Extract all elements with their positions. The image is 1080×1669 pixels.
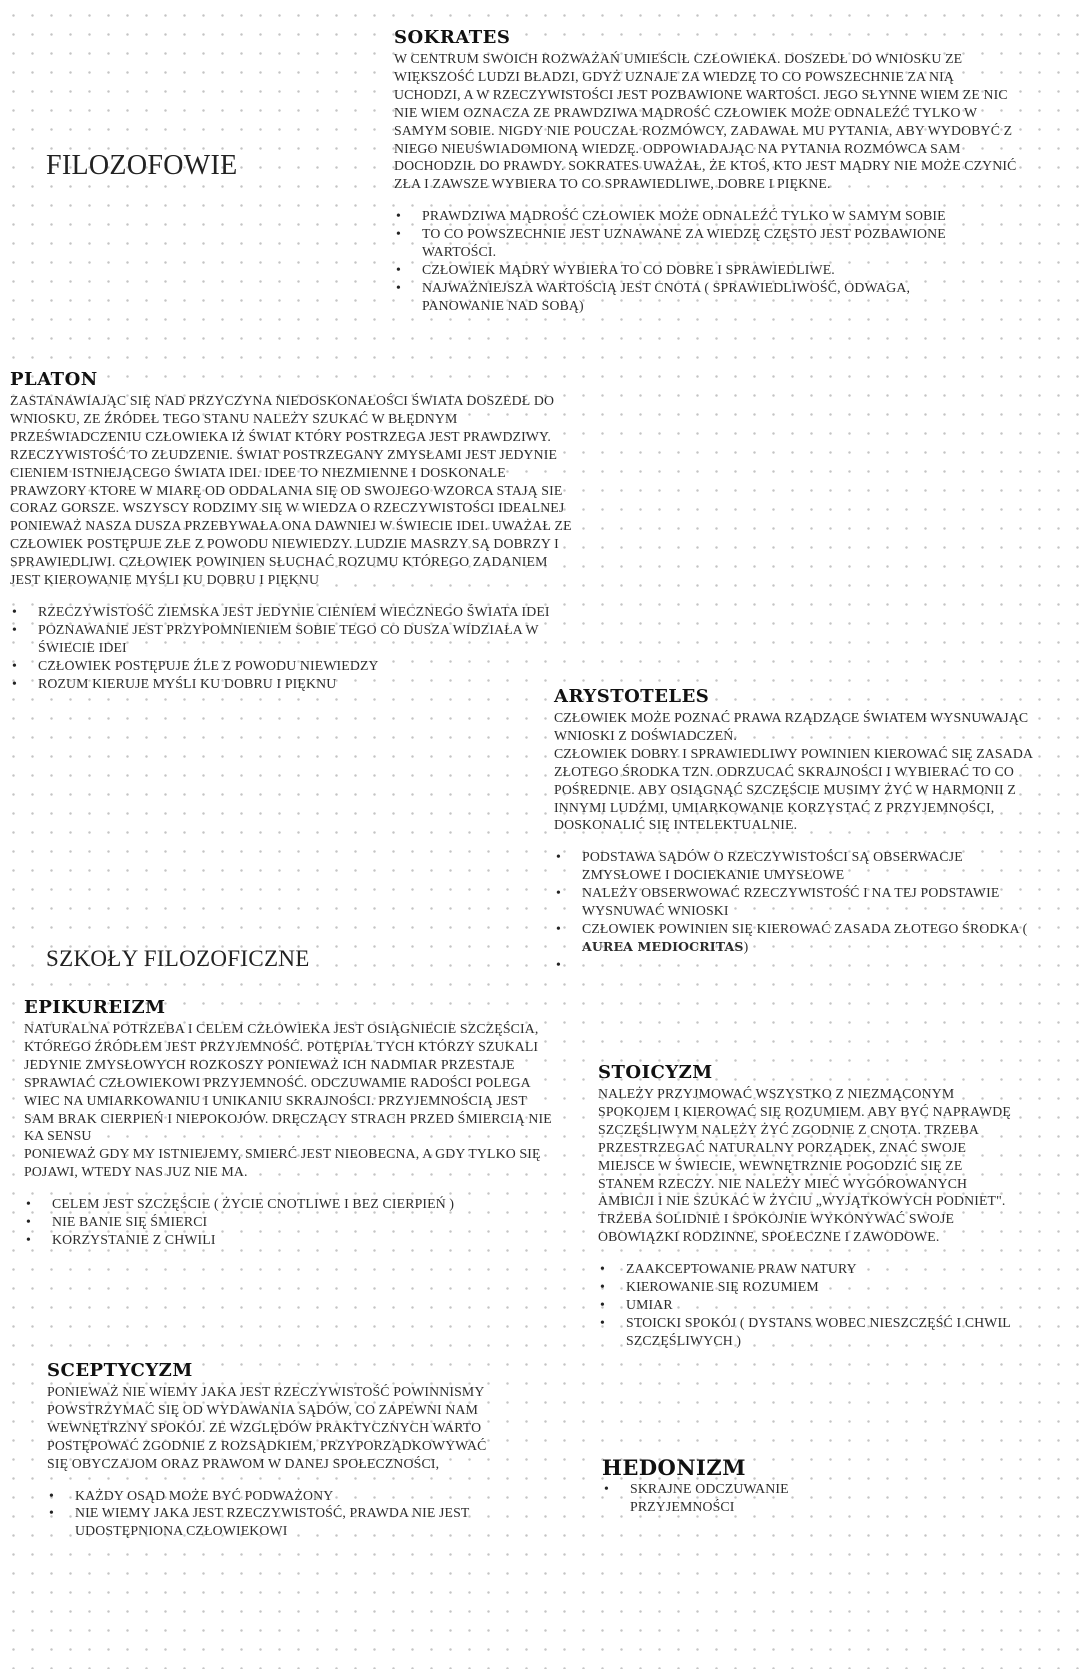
bullet-list-arystoteles: [554, 848, 1044, 973]
section-platon: [10, 369, 578, 693]
paragraph-sceptycyzm: PONIEWAŻ NIE WIEMY JAKA JEST RZECZYWISTOŚĆ POWINNISMY POWSTRZYMAĆ SIĘ OD WYDAWANIA SĄDÓW, CO ZAPEWNI NAM WEWNĘTRZNY SPOKÓJ. ZE WZGLĘDÓW PRAKTYCZNYCH WARTO POSTĘPOWAĆ ZGODNIE Z ROZSĄDKIEM, PRZYPORZĄDKOWYWAĆ SIĘ OBYCZAJOM ORAZ PRAWOM W DANEJ SPOŁECZNOŚCI,: [47, 1384, 487, 1471]
heading-hedonizm: HEDONIZM: [602, 1455, 746, 1480]
list-item: • NIE WIEMY JAKA JEST RZECZYWISTOŚĆ, PRAWDA NIE JEST UDOSTĘPNIONA CZŁOWIEKOWI: [75, 1504, 487, 1540]
section-sceptycyzm: [47, 1360, 487, 1540]
section-arystoteles: [554, 686, 1044, 974]
list-item: • TO CO POWSZECHNIE JEST UZNAWANE ZA WIEDZĘ CZĘSTO JEST POZBAWIONE WARTOŚCI.: [422, 225, 974, 261]
list-item: • CELEM JEST SZCZĘŚCIE ( ŻYCIE CNOTLIWE I BEZ CIERPIEŃ ): [52, 1195, 554, 1213]
list-item: [582, 920, 1044, 956]
list-item: • RZECZYWISTOŚĆ ZIEMSKA JEST JEDYNIE CIENIEM WIECZNEGO ŚWIATA IDEI: [38, 603, 578, 621]
paragraph-arystoteles-1: CZŁOWIEK MOŻE POZNAĆ PRAWA RZĄDZĄCE ŚWIATEM WYSNUWAJĄC WNIOSKI Z DOŚWIADCZEŃ.: [554, 710, 1029, 743]
list-item: • CZŁOWIEK POSTĘPUJE ŹLE Z POWODU NIEWIEDZY: [38, 657, 578, 675]
title-szkoly-filozoficzne: SZKOŁY FILOZOFICZNE: [46, 946, 310, 971]
list-item: • POZNAWANIE JEST PRZYPOMNIENIEM SOBIE TEGO CO DUSZA WIDZIAŁA W ŚWIECIE IDEI: [38, 621, 578, 657]
list-item: • STOICKI SPOKÓJ ( DYSTANS WOBEC NIESZCZĘŚĆ I CHWIL SZCZĘŚLIWYCH ): [626, 1314, 1018, 1350]
list-item: • ROZUM KIERUJE MYŚLI KU DOBRU I PIĘKNU: [38, 675, 578, 693]
section-epikureizm: [24, 997, 554, 1249]
title-filozofowie: FILOZOFOWIE: [46, 150, 238, 181]
list-item: • ZAAKCEPTOWANIE PRAW NATURY: [626, 1260, 1018, 1278]
section-stoicyzm: [598, 1062, 1018, 1350]
bullet-list-hedonizm: [602, 1480, 872, 1516]
heading-sokrates: SOKRATES: [394, 27, 511, 48]
list-item: • SKRAJNE ODCZUWANIE PRZYJEMNOŚCI: [630, 1480, 872, 1516]
bullet-list-stoicyzm: [598, 1260, 1018, 1350]
heading-platon: PLATON: [10, 369, 98, 390]
heading-epikureizm: EPIKUREIZM: [24, 997, 166, 1018]
list-item-text: CZŁOWIEK POWINIEN SIĘ KIEROWAĆ ZASADA ZŁOTEGO ŚRODKA (: [582, 920, 1028, 936]
list-item-empty: [582, 956, 1044, 974]
bullet-list-sokrates: [394, 207, 1024, 314]
section-hedonizm: [602, 1457, 872, 1516]
list-item: • CZŁOWIEK MĄDRY WYBIERA TO CO DOBRE I SPRAWIEDLIWE.: [422, 261, 974, 279]
heading-stoicyzm: STOICYZM: [598, 1062, 713, 1083]
aurea-mediocritas-term: AUREA MEDIOCRITAS: [582, 938, 744, 954]
heading-sceptycyzm: SCEPTYCYZM: [47, 1360, 193, 1381]
list-item: • UMIAR: [626, 1296, 1018, 1314]
paragraph-epikureizm-2: PONIEWAŻ GDY MY ISTNIEJEMY, SMIERĆ JEST NIEOBECNA, A GDY TYLKO SIĘ POJAWI, WTEDY NAS JUZ NIE MA.: [24, 1146, 541, 1180]
paragraph-arystoteles-2: CZŁOWIEK DOBRY I SPRAWIEDLIWY POWINIEN KIEROWAĆ SIĘ ZASADA ZŁOTEGO ŚRODKA TZN. ODRZUCAĆ SKRAJNOŚCI I WYBIERAĆ TO CO POŚREDNIE. ABY OSIĄGNĄĆ SZCZĘŚCIE MUSIMY ŻYĆ W HARMONII Z INNYMI LUDŹMI, UMIARKOWANIE KORZYSTAĆ Z PRZYJEMNOŚCI, DOSKONALIĆ SIĘ INTELEKTUALNIE.: [554, 745, 1033, 833]
list-item: • NALEŻY OBSERWOWAĆ RZECZYWISTOŚĆ I NA TEJ PODSTAWIE WYSNUWAĆ WNIOSKI: [582, 884, 1044, 920]
list-item-end: ): [743, 938, 749, 954]
list-item: • KORZYSTANIE Z CHWILI: [52, 1231, 554, 1249]
heading-arystoteles: ARYSTOTELES: [554, 686, 710, 707]
paragraph-platon: ZASTANAWIAJĄC SIĘ NAD PRZYCZYNA NIEDOSKONAŁOŚCI ŚWIATA DOSZEDŁ DO WNIOSKU, ZE ŹRÓDEŁ TEGO STANU NALEŻY SZUKAĆ W BŁĘDNYM PRZEŚWIADCZENIU CZŁOWIEKA IŻ ŚWIAT KTÓRY POSTRZEGA JEST PRAWDZIWY. RZECZYWISTOŚĆ TO ZŁUDZENIE. ŚWIAT POSTRZEGANY ZMYSŁAMI JEST JEDYNIE CIENIEM ISTNIEJĄCEGO ŚWIATA IDEI. IDEE TO NIEZMIENNE I DOSKONALE PRAWZORY KTORE W MIARĘ OD ODDALANIA SIĘ OD SWOJEGO WZORCA STAJĄ SIE CORAZ GORSZE. WSZYSCY RODZIMY SIĘ W WIEDZA O RZECZYWISTOŚCI IDEALNEJ PONIEWAŻ NASZA DUSZA PRZEBYWAŁA ONA DAWNIEJ W ŚWIECIE IDEI. UWAŻAŁ ZE CZŁOWIEK POSTĘPUJE ZŁE Z POWODU NIEWIEDZY. LUDZIE MASRZY SĄ DOBRZY I SPRAWIEDLIWI. CZŁOWIEK POWINIEN SŁUCHAĆ ROZUMU KTÓREGO ZADANIEM JEST KIEROWANIE MYŚLI KU DOBRU I PIĘKNU: [10, 393, 572, 588]
list-item: • NIE BANIE SIĘ ŚMIERCI: [52, 1213, 554, 1231]
bullet-list-sceptycyzm: [47, 1487, 487, 1541]
list-item: • PRAWDZIWA MĄDROŚĆ CZŁOWIEK MOŻE ODNALEŹĆ TYLKO W SAMYM SOBIE: [422, 207, 974, 225]
list-item: • PODSTAWA SĄDÓW O RZECZYWISTOŚCI SĄ OBSERWACJE ZMYSŁOWE I DOCIEKANIE UMYSŁOWE: [582, 848, 1044, 884]
paragraph-sokrates: W CENTRUM SWOICH ROZWAŻAŃ UMIEŚCIŁ CZŁOWIEKA. DOSZEDŁ DO WNIOSKU ZE WIĘKSZOŚĆ LUDZI BŁADZI, GDYŻ UZNAJE ZA WIEDZĘ TO CO POWSZECHNIE ZA NIĄ UCHODZI, A W RZECZYWISTOŚCI JEST POZBAWIONE WARTOŚCI. JEGO SŁYNNE WIEM ZE NIC NIE WIEM OZNACZA ZE PRAWDZIWA MĄDROŚĆ CZŁOWIEK MOŻE ODNALEŹĆ TYLKO W SAMYM SOBIE. NIGDY NIE POUCZAŁ ROZMÓWCY, ZADAWAŁ MU PYTANIA, ABY WYDOBYĆ Z NIEGO NIEUŚWIADOMIONĄ WIEDZĘ. ODPOWIADAJĄC NA PYTANIA ROZMÓWCA SAM DOCHODZIŁ DO PRAWDY. SOKRATES UWAŻAŁ, ŻE KTOŚ, KTO JEST MĄDRY NIE MOŻE CZYNIĆ ZŁA I ZAWSZE WYBIERA TO CO SPRAWIEDLIWE, DOBRE I PIĘKNE.: [394, 51, 1017, 192]
paragraph-stoicyzm: NALEŻY PRZYJMOWAĆ WSZYSTKO Z NIEZMĄCONYM SPOKOJEM I KIEROWAĆ SIĘ ROZUMIEM. ABY BYĆ NAPRAWDĘ SZCZĘŚLIWYM NALEŻY ŻYĆ ZGODNIE Z CNOTA. TRZEBA PRZESTRZEGAĆ NATURALNY PORZĄDEK, ZNAĆ SWOJE MIEJSCE W ŚWIECIE, WEWNĘTRZNIE POGODZIĆ SIĘ ZE STANEM RZECZY. NIE NALEŻY MIEĆ WYGÓROWANYCH AMBICJI I NIE SZUKAĆ W ŻYCIU „WYJĄTKOWYCH PODNIET". TRZEBA SOLIDNIE I SPOKOJNIE WYKONYWAĆ SWOJE OBOWIĄZKI RODZINNE, SPOŁECZNE I ZAWODOWE.: [598, 1086, 1011, 1245]
paragraph-epikureizm-1: NATURALNA POTRZEBA I CELEM CZŁOWIEKA JEST OSIĄGNIECIE SZCZĘŚCIA, KTÓREGO ŹRÓDŁEM JEST PRZYJEMNOŚĆ. POTĘPIAŁ TYCH KTÓRZY SZUKALI JEDYNIE ZMYSŁOWYCH ROZKOSZY PONIEWAŻ ICH NADMIAR PRZESTAJE SPRAWIAĆ CZŁOWIEKOWI PRZYJEMNOŚĆ. ODCZUWAMIE RADOŚCI POLEGA WIEC NA UMIARKOWANIU I UNIKANIU SKRAJNOŚCI. PRZYJEMNOŚCIĄ JEST SAM BRAK CIERPIEŃ I NIEPOKOJÓW. DRĘCZĄCY STRACH PRZED ŚMIERCIĄ NIE KA SENSU: [24, 1021, 552, 1144]
list-item: • KIEROWANIE SIĘ ROZUMIEM: [626, 1278, 1018, 1296]
list-item: • KAŻDY OSĄD MOŻE BYĆ PODWAŻONY: [75, 1487, 487, 1505]
bullet-list-platon: [10, 603, 578, 693]
section-sokrates: [394, 27, 1024, 315]
list-item: • NAJWAŻNIEJSZA WARTOŚCIĄ JEST CNOTA ( SPRAWIEDLIWOŚĆ, ODWAGA, PANOWANIE NAD SOBĄ): [422, 279, 974, 315]
bullet-list-epikureizm: [24, 1195, 554, 1249]
